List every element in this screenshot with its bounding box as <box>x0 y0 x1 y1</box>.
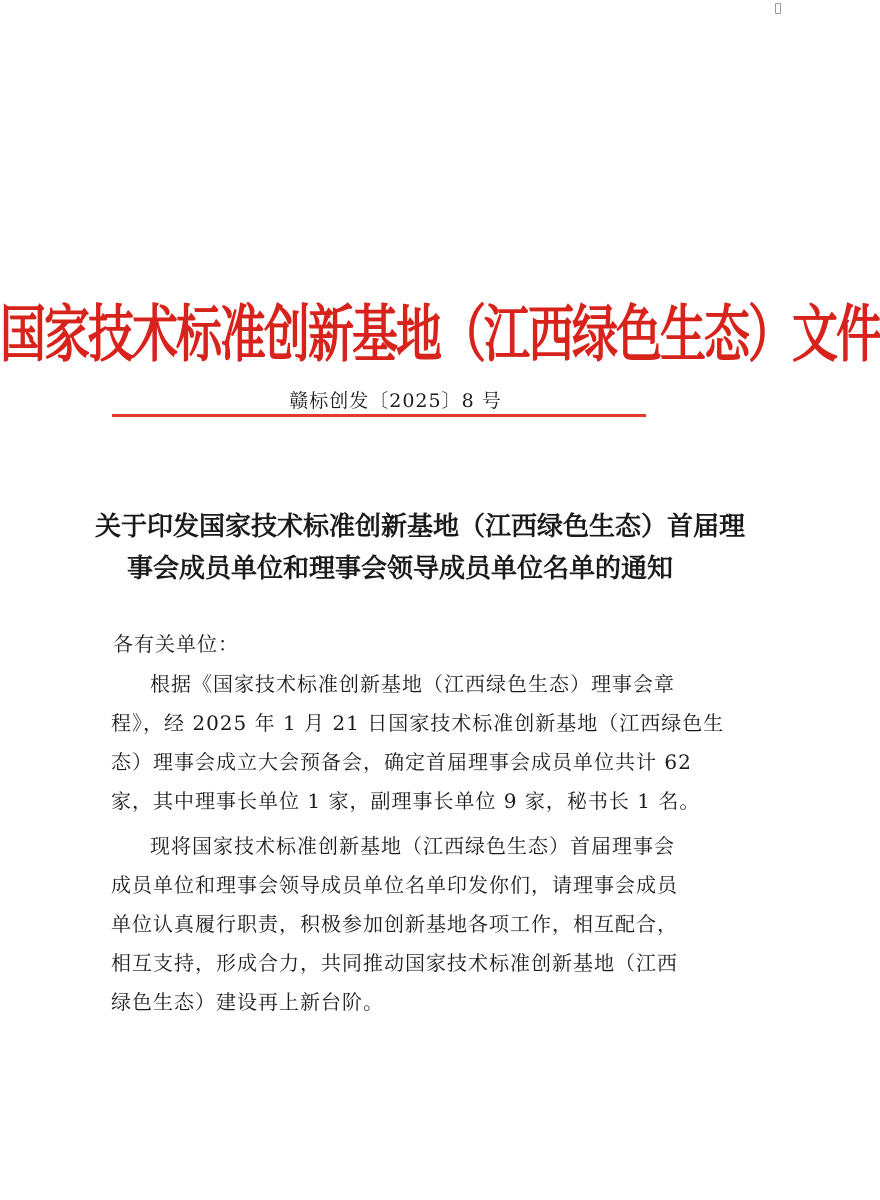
salutation: 各有关单位： <box>113 632 239 656</box>
document-number: 赣标创发〔2025〕8 号 <box>289 390 502 412</box>
document-header-title: 国家技术标准创新基地（江西绿色生态）文件 <box>0 297 880 371</box>
paragraph-2-line: 绿色生态）建设再上新台阶。 <box>111 990 384 1014</box>
paragraph-2-line: 现将国家技术标准创新基地（江西绿色生态）首届理事会 <box>150 834 675 858</box>
page-corner-icon <box>775 3 781 14</box>
notice-title-line: 关于印发国家技术标准创新基地（江西绿色生态）首届理 <box>95 512 746 542</box>
paragraph-2-line: 相互支持，形成合力，共同推动国家技术标准创新基地（江西 <box>111 951 678 975</box>
paragraph-1-line: 态）理事会成立大会预备会，确定首届理事会成员单位共计 62 <box>111 750 692 774</box>
paragraph-1-line: 根据《国家技术标准创新基地（江西绿色生态）理事会章 <box>150 672 675 696</box>
paragraph-1-line: 家，其中理事长单位 1 家，副理事长单位 9 家，秘书长 1 名。 <box>111 789 701 813</box>
paragraph-2-line: 单位认真履行职责，积极参加创新基地各项工作，相互配合， <box>111 912 678 936</box>
red-divider-line <box>112 414 646 417</box>
paragraph-1-line: 程》，经 2025 年 1 月 21 日国家技术标准创新基地（江西绿色生 <box>111 711 725 735</box>
notice-title-line: 事会成员单位和理事会领导成员单位名单的通知 <box>126 554 673 584</box>
paragraph-2-line: 成员单位和理事会领导成员单位名单印发你们，请理事会成员 <box>111 873 678 897</box>
notice-title <box>95 506 746 590</box>
